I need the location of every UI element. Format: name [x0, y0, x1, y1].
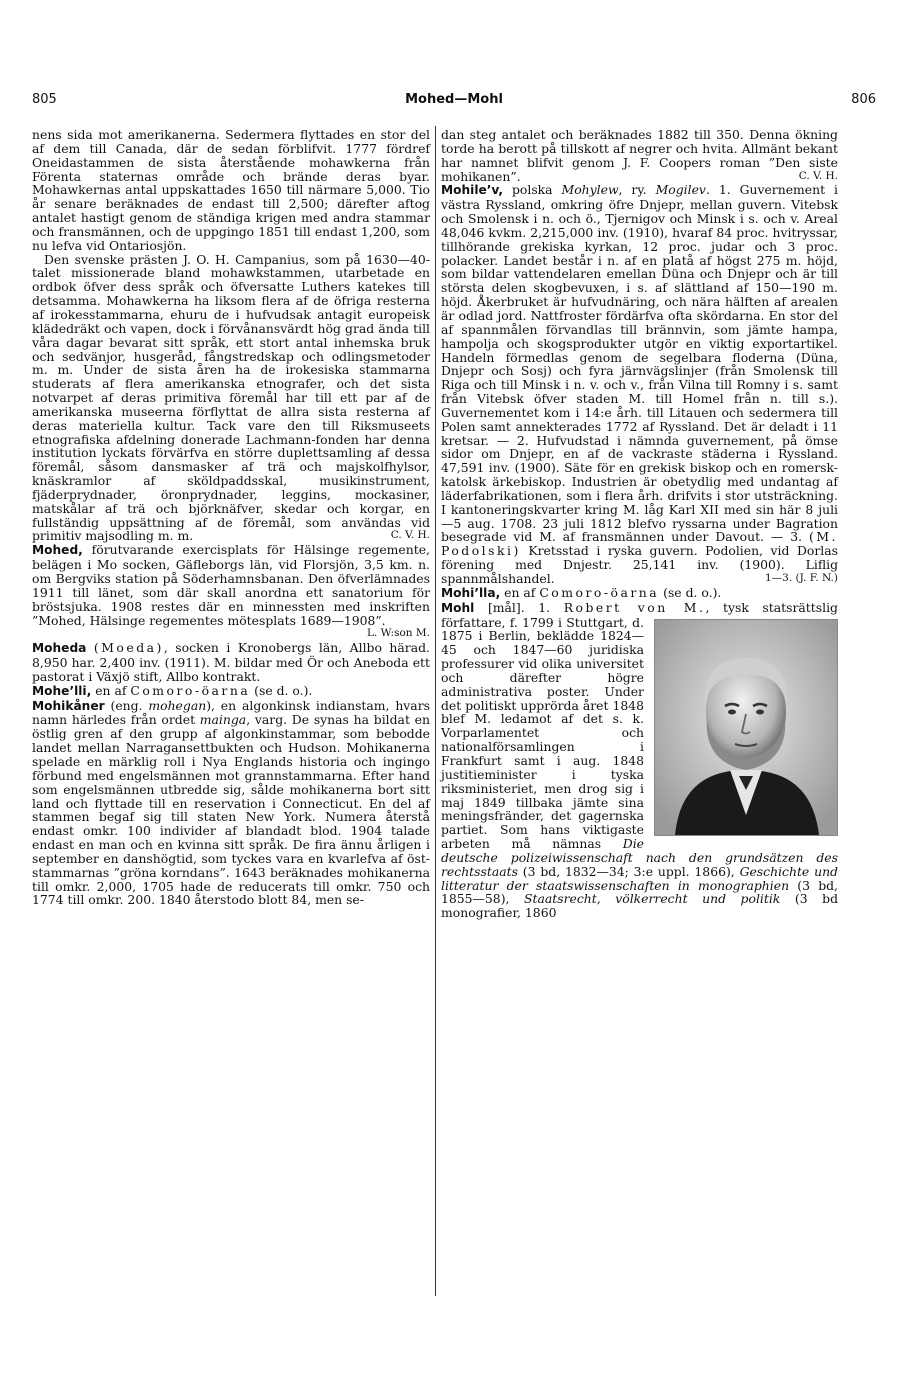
entry-text: , ry. — [618, 182, 656, 198]
entry-text: , socken i Kronobergs län, Allbo härad. 8,950 har. 2,400 inv. (1911). M. bildar med Ör och Aneboda ett pastorat i Växjö stift, Allbo kontrakt. — [32, 640, 430, 684]
headword-mohilla: Mohi’lla, — [441, 585, 501, 600]
spaced-name: Robert von M. — [563, 599, 706, 615]
italic-term: Mogilev — [655, 182, 706, 198]
italic-term: mohegan — [148, 697, 207, 713]
mohikaner-continuation-paragraph — [441, 128, 838, 183]
headword-moheda: Moheda — [32, 641, 87, 656]
entry-text: polska — [503, 182, 562, 198]
author-signature — [765, 572, 838, 586]
mohawk-continuation-paragraph: nens sida mot amerikanerna. Sedermera flyttades en stor del af dem till Canada, där de sedan förblifvit. 1777 fördref Oneidastammen de sista återstående mohawkerna från Förenta staternas område och brände deras byar. Mohawkernas antal uppskattades 1650 till närmare 5,000. Tio år senare beräknades de endast till 2,500; därefter aftog antalet hastigt genom de ständiga krigen med andra stammar och fransmännen, och de uppgingo 1851 till endast 1,200, som nu lefva vid Ontariosjön. — [32, 127, 430, 253]
italic-title: Geschichte und litteratur der staatswissenschaften in monographien — [441, 863, 838, 893]
portrait-image — [654, 619, 838, 836]
entry-mohilla — [441, 586, 838, 601]
spaced-text: (M. Podolski) — [441, 529, 838, 559]
signature-initials: (J. F. N.) — [795, 572, 838, 584]
entry-text: . 1. Guvernement i västra Ryssland, omkring öfre Dnjepr, mellan guvern. Vitebsk och Smolensk i n. och ö., Tjernigov och Minsk i s. och v. Areal 48,046 kvkm. 2,215,000 inv. (1910), hvaraf 84 proc. hvitryssar, tillhörande grekiska kyrkan, 12 proc. judar och 3 proc. polacker. Landet består i n. af en platå af högst 275 m. höjd, som bildar vattendelaren emellan Düna och Dnjepr och är till största delen skogbevuxen, i s. af slättland af 150—190 m. höjd. Åkerbruket är hufvudnäring, och nära hälften af arealen är odlad jord. Nattfroster fördärfva ofta skördarna. En stor del af spannmålen förvandlas till brännvin, som jämte hampa, hampolja och skogsprodukter utgör en viktig exportartikel. Handeln förmedlas genom de segelbara floderna (Düna, Dnjepr och Sosj) och fyra järnvägslinjer (från Smolensk till Riga och till Minsk i n. v. och v., från Vilna till Romny i s. samt från Vitebsk öfver staden M. till Homel från n. till s.). Guvernementet kom i 14:e årh. till Litauen och sedermera till Polen samt annekterades 1772 af Ryssland. Det är deladt i 11 kretsar. — 2. Hufvudstad i nämnda guvernement, på ömse sidor om Dnjepr, en af de vackraste städerna i Ryssland. 47,591 inv. (1900). Säte för en grekisk biskop och en romersk-katolsk ärkebiskop. Industrien är obetydlig med undantag af läderfabrikationen, som i flera årh. drifvits i stor utsträckning. I kantoneringskvarter kring M. låg Karl XII med sin här 8 juli—5 aug. 1708. 23 juli 1812 blefvo ryssarna under Bagration besegrade vid M. af fransmännen under Davout. — 3. — [441, 182, 838, 545]
author-signature: C. V. H. — [390, 529, 430, 542]
running-title: Mohed—Mohl — [405, 92, 503, 107]
italic-term: Mohylew — [561, 182, 619, 198]
entry-moheli — [32, 684, 430, 699]
right-column — [441, 128, 838, 920]
entry-text: , varg. De synas ha bildat en östlig gren af den grupp af algonkinstammar, som bebodde landet mellan Narragansettbukten och Hudson. Mohikanerna spelade en märklig roll i Nya Englands historia och ingingo förbund med engelsmännen mot grannstammarna. Efter hand som engelsmännen utbredde sig, sålde mohikanerna bort sitt land och flyttade till en reservation i Connecticut. En del af stammen begaf sig till staten New York. Numera återstå endast omkr. 100 individer af blandadt blod. 1904 talade endast en man och en kvinna sitt språk. De fira ännu årligen i september en danshögtid, som tyckes vara en kvarlefva af öst-stammarnas ”gröna korndans”. 1643 beräknades mohikanerna till omkr. 2,000, 1705 hade de reducerats till omkr. 750 och 1774 till omkr. 200. 1840 återstodo blott 84, men se- — [32, 712, 430, 908]
entry-moheda — [32, 641, 430, 684]
entry-text: en af — [91, 682, 131, 698]
paragraph-text: Den svenske prästen J. O. H. Campanius, som på 1630—40-talet missionerade bland mohawkstammen, utarbetade en ordbok öfver dess språk och öfversatte Luthers katekes till detsamma. Mohawkerna ha liksom flera af de öfriga resterna af irokesstammarna, ehuru de i hufvudsak antagit europeisk klädedräkt och vapen, dock i förvånansvärdt hög grad ända till våra dagar bevarat sitt språk, ett stort antal inhemska bruk och sedvänjor, husgeråd, fångstredskap och odlingsmetoder m. m. Under de sista åren ha de irokesiska stammarna studerats af flera amerikanska etnografer, och det sista notvarpet af deras primitiva föremål har till ett par af de amerikanska museerna förflyttat de allra sista resterna af deras materiella kultur. Tack vare den till Riksmuseets etnografiska afdelning donerade Lachmann-fonden har denna institution lyckats förvärfva en större duplettsamling af dessa föremål, såsom dansmasker af trä och majskolfhylsor, knäskramlor af sköldpaddsskal, musikinstrument, fjäderprydnader, öronprydnader, leggins, mockasiner, matskålar af trä och björknäfver, skedar och korgar, en fullständig uppsättning af de föremål, som användas vid primitiv majsodling m. m. — [32, 251, 430, 544]
entry-text: (3 bd, 1855—58), — [441, 877, 839, 907]
headword-moheli: Mohe’lli, — [32, 683, 92, 698]
cross-reference: Comoro-öarna — [539, 584, 660, 600]
entry-text: en af — [500, 584, 540, 600]
author-signature: C. V. H. — [798, 169, 838, 182]
entry-text: (3 bd monografier, 1860 — [441, 891, 838, 921]
entry-text: förutvarande exercisplats för Hälsinge regemente, belägen i Mo socken, Gäfleborgs län, vid Florsjön, 3,5 km. n. om Bergviks station på Söderhamnsbanan. Den öfverlämnades 1911 till länet, som där skall anordna ett sanatorium för bröstsjuka. 1908 restes där en minnessten med inskriften ”Mohed, Hälsinge regementes mötesplats 1689—1908”. — [32, 542, 430, 628]
italic-title: Die deutsche polizeiwissenschaft nach den grundsätzen des rechtsstaats — [441, 836, 838, 879]
page-number-left: 805 — [32, 92, 57, 107]
entry-text: (se d. o.). — [250, 682, 313, 698]
campanius-paragraph — [32, 253, 430, 544]
column-divider — [435, 126, 436, 1296]
left-column — [32, 128, 430, 907]
entry-mohed — [32, 542, 430, 640]
page-number-right: 806 — [851, 92, 876, 107]
headword-mohikaner: Mohikåner — [32, 698, 105, 713]
author-signature: L. W:son M. — [367, 627, 430, 640]
signature-range: 1—3. — [765, 572, 793, 584]
entry-mohl — [441, 601, 838, 920]
entry-text: Kretsstad i ryska guvern. Podolien, vid Dorlas förening med Dnjestr. 25,141 inv. (1900). Liflig spannmålshandel. — [441, 543, 838, 586]
italic-term: mainga — [199, 712, 247, 728]
headword-mohed: Mohed, — [32, 543, 83, 558]
entry-text: , tysk statsrättslig författare, f. 1799 i Stuttgart, d. 1875 i Berlin, beklädde 1824—45 och 1847—60 juridiska professurer vid olika universitet och därefter högre administrativa poster. Under det politiskt upprörda året 1848 blef M. ledamot af det s. k. Vorparlamentet och nationalförsamlingen i Frankfurt samt i aug. 1848 justitieminister i tyska riksministeriet, men drog sig i maj 1849 tillbaka jämte sina meningsfränder, det gagernska partiet. Som hans viktigaste arbeten må nämnas — [441, 599, 838, 852]
entry-text: (se d. o.). — [659, 584, 722, 600]
headword-mohl: Mohl — [441, 600, 475, 615]
spaced-text: (Moeda) — [93, 640, 164, 656]
page-header — [32, 92, 876, 112]
entry-text: ), en algonkinsk indianstam, hvars namn härledes från ordet — [32, 697, 430, 728]
entry-mohilev — [441, 183, 838, 585]
paragraph-text: dan steg antalet och beräknades 1882 till 350. Denna ökning torde ha berott på tillskott af negrer och hvita. Allmänt bekant har namnet blifvit genom J. F. Coopers roman ”Den siste mohikanen”. — [441, 127, 838, 184]
headword-mohilev: Mohile’v, — [441, 183, 504, 198]
entry-mohikaner — [32, 699, 430, 908]
entry-text: (eng. — [104, 697, 149, 713]
entry-text: [mål]. 1. — [474, 599, 564, 615]
cross-reference: Comoro-öarna — [130, 682, 251, 698]
entry-text: (3 bd, 1832—34; 3:e uppl. 1866), — [517, 863, 740, 879]
italic-title: Staatsrecht, völkerrecht und politik — [524, 891, 781, 907]
